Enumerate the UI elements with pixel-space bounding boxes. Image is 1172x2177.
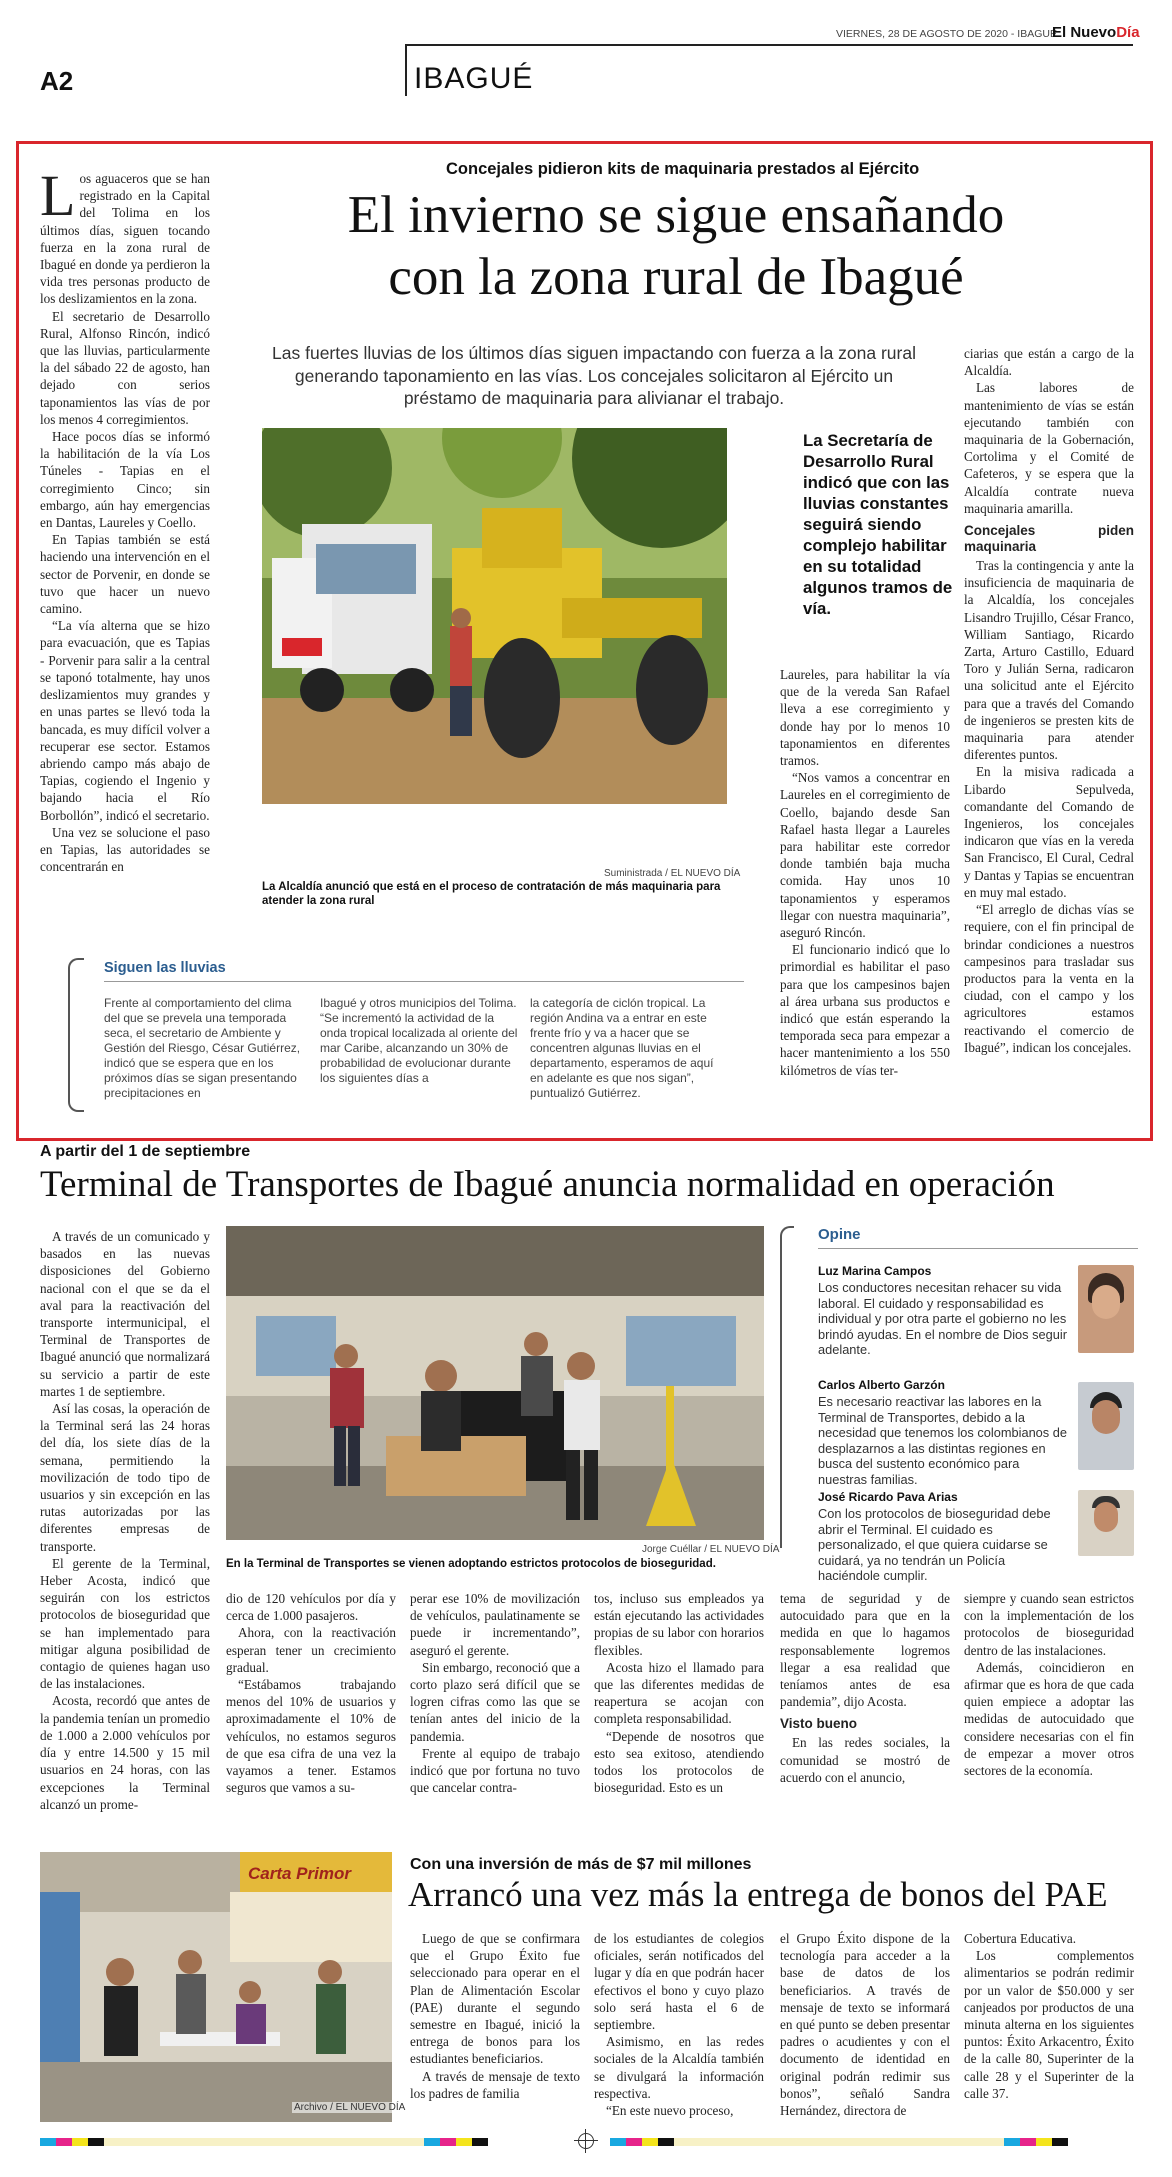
story3-column-4 — [964, 1930, 1134, 2102]
story1-headline — [236, 184, 1116, 308]
opinion-name: José Ricardo Pava Arias — [818, 1490, 958, 1504]
paragraph: Sin embargo, reconoció que a corto plazo será difícil que se logren cifras como las que se tenían antes del inicio de la pandemia. — [410, 1659, 580, 1744]
opinion-item — [818, 1490, 1068, 1584]
opinion-text: Con los protocolos de bioseguridad debe abrir el Terminal. El cuidado es personalizado, el que quiera cuidarse se cuidará, ya no tendrán un Policía haciéndole cumplir. — [818, 1506, 1051, 1583]
avatar-face — [1092, 1285, 1120, 1319]
brand-logo — [1052, 24, 1140, 41]
paragraph: El secretario de Desarrollo Rural, Alfonso Rincón, indicó que las lluvias, particularmente la del sábado 22 de agosto, han dejado con serios taponamientos las vías de por los menos 4 corregimientos. — [40, 308, 210, 427]
color-swatch — [642, 2138, 658, 2146]
header-rule — [405, 44, 1133, 46]
avatar-face — [1094, 1502, 1118, 1532]
avatar-face — [1092, 1400, 1120, 1434]
registration-mark-cross-h — [574, 2140, 598, 2141]
paragraph: siempre y cuando sean estrictos con la implementación de los protocolos de bioseguridad dentro de las instalaciones. — [964, 1591, 1134, 1658]
story2-column-1 — [40, 1228, 210, 1813]
paragraph: En Tapias también se está haciendo una intervención en el sector de Porvenir, en donde se tuvo que hacer un nuevo camino. — [40, 532, 210, 617]
story1-column-1 — [40, 163, 210, 875]
story3-column-3 — [780, 1930, 950, 2119]
color-swatch — [1020, 2138, 1036, 2146]
brand-name-accent: Día — [1116, 24, 1140, 41]
paragraph: de los estudiantes de colegios oficiales, serán notificados del lugar y día en que podrán hacer efectivos el bono y cuyo plazo solo será hasta el 6 de septiembre. — [594, 1931, 764, 2033]
paragraph: Así las cosas, la operación de la Terminal será las 24 horas del día, los siete días de la semana, permitiendo la movilización de todo tipo de usuarios y sin excepción en las rutas autorizadas por las diferentes empresas de transporte. — [40, 1401, 210, 1554]
story3-photo-credit: Archivo / EL NUEVO DÍA — [294, 2102, 406, 2113]
color-swatch — [1004, 2138, 1020, 2146]
color-swatch — [626, 2138, 642, 2146]
registration-mark-cross-v — [585, 2129, 586, 2153]
story1-column-3 — [780, 666, 950, 1079]
sidebar-title-rule — [104, 981, 744, 982]
paragraph: tos, incluso sus empleados ya están ejecutando las actividades propias de su labor con horarios flexibles. — [594, 1591, 764, 1658]
color-swatch — [56, 2138, 72, 2146]
story3-column-2 — [594, 1930, 764, 2119]
paragraph: “Depende de nosotros que esto sea exitoso, atendiendo todos los protocolos de bioseguridad. Esto es un — [594, 1728, 764, 1796]
color-swatch — [658, 2138, 674, 2146]
story3-headline: Arrancó una vez más la entrega de bonos del PAE — [408, 1875, 1108, 1914]
story3-kicker: Con una inversión de más de $7 mil millones — [410, 1856, 752, 1873]
paragraph: “La vía alterna que se hizo para evacuación, que es Tapias - Porvenir para salir a la central se taponó totalmente, hay unos deslizamientos muy grandes y en unas partes se llevó toda la bancada, es muy difícil volver a recuperar ese sector. Estamos abriendo campo más abajo de Tapias, cogiendo el Ingenio y bajando hacia el Río Borbollón”, indicó el secretario. — [40, 618, 210, 823]
opinion-text: Los conductores necesitan rehacer su vida laboral. El cuidado y responsabilidad es individual y por otra parte el gobierno no les brindó ayudas. En el nombre de Dios seguir adelante. — [818, 1280, 1067, 1357]
pae-photo-illustration — [40, 1852, 392, 2122]
registration-mark — [578, 2133, 594, 2149]
color-swatch — [674, 2138, 1004, 2146]
story1-kicker: Concejales pidieron kits de maquinaria prestados al Ejército — [446, 160, 920, 178]
paragraph: Ahora, con la reactivación esperan tener un crecimiento gradual. — [226, 1625, 396, 1675]
paragraph: ciarias que están a cargo de la Alcaldía. — [964, 346, 1134, 379]
story3-column-1 — [410, 1930, 580, 2102]
story1-headline-line2: con la zona rural de Ibagué — [388, 248, 964, 306]
opine-title-rule — [818, 1248, 1138, 1249]
registration-strip-right — [610, 2138, 1134, 2146]
paragraph: Hace pocos días se informó la habilitación de la vía Los Túneles - Tapias en el corregimiento Cinco; sin embargo, aún hay emergencias en Dantas, Laureles y Coello. — [40, 429, 210, 531]
paragraph: En la misiva radicada a Libardo Sepulveda, comandante del Comando de Ingenieros, los concejales indicaron que vías en la vereda San Francisco, El Cural, Cedral y Dantas y Tapias se encuentran en muy mal estado. — [964, 764, 1134, 900]
story2-column-4 — [594, 1590, 764, 1796]
story2-column-2 — [226, 1590, 396, 1796]
pae-photo-sign: Carta Primor — [248, 1864, 351, 1883]
terminal-photo — [226, 1226, 764, 1540]
paragraph: Una vez se solucione el paso en Tapias, las autoridades se concentrarán en — [40, 824, 210, 875]
machinery-photo — [262, 428, 727, 804]
paragraph: os aguaceros que se han registrado en la Capital del Tolima en los últimos días, siguen tocando fuerza en la zona rural de Ibagué en donde ya perdieron la vida tres personas producto de los deslizamientos en la zona. — [40, 171, 210, 307]
story2-kicker: A partir del 1 de septiembre — [40, 1143, 251, 1160]
opine-bracket — [780, 1226, 794, 1548]
story1-column-4 — [964, 345, 1134, 1056]
color-swatch — [1036, 2138, 1052, 2146]
color-swatch — [40, 2138, 56, 2146]
paragraph: Acosta hizo el llamado para que las diferentes medidas de reapertura se acojan con completa responsabilidad. — [594, 1659, 764, 1727]
story2-column-3 — [410, 1590, 580, 1796]
story2-subhead: Visto bueno — [780, 1716, 858, 1732]
sidebar-title: Siguen las lluvias — [104, 960, 226, 976]
opinion-item — [818, 1264, 1068, 1358]
paragraph: Además, coincidieron en afirmar que es hora de que cada quien empiece a adoptar las medidas de autocuidado que considere necesarias con el fin de empezar a mover otros sectores de la economía. — [964, 1659, 1134, 1779]
paragraph: Tras la contingencia y ante la insuficiencia de maquinaria de la Alcaldía, los concejales Lisandro Trujillo, César Franco, William Santiago, Ricardo Zarta, Arturo Castillo, Eduard Toro y Julián Serna, radicaron una solicitud ante el Ejército para que a través del Comando de ingenieros se presten kits de maquinaria para atender diferentes puntos. — [964, 558, 1134, 763]
avatar — [1078, 1265, 1134, 1353]
color-swatch — [610, 2138, 626, 2146]
paragraph: tema de seguridad y de autocuidado para que en la medida en que lo hagamos responsablemente logremos llegar a esa realidad que teníamos antes de esa pandemia”, dijo Acosta. — [780, 1591, 950, 1710]
paragraph: Laureles, para habilitar la vía que de la vereda San Rafael lleva a ese corregimiento y donde hay por lo menos 10 taponamientos en diferentes tramos. — [780, 667, 950, 769]
story2-photo-caption: En la Terminal de Transportes se vienen adoptando estrictos protocolos de bioseguridad. — [226, 1558, 716, 1570]
section-name: IBAGUÉ — [414, 62, 534, 95]
story1-photo-caption: La Alcaldía anunció que está en el proceso de contratación de más maquinaria para atender la zona rural — [262, 881, 721, 907]
paragraph: Acosta, recordó que antes de la pandemia tenían un promedio de 1.000 a 2.000 vehículos por día y entre 14.500 y 15 mil usuarios en 24 horas, con las excepciones la Terminal alcanzó un prome- — [40, 1693, 210, 1812]
paragraph: Luego de que se confirmara que el Grupo Éxito fue seleccionado para operar en el Plan de Alimentación Escolar (PAE) durante el segundo semestre en Ibagué, inició la entrega de bonos para los estudiantes beneficiarios. — [410, 1931, 580, 2067]
paragraph: “Estábamos trabajando menos del 10% de usuarios y aproximadamente el 10% de vehículos, no estamos seguros de que esa cifra de una vez la vayamos a tener. Estamos seguros que vamos a su- — [226, 1677, 396, 1796]
opinion-name: Luz Marina Campos — [818, 1264, 932, 1278]
color-swatch — [472, 2138, 488, 2146]
paragraph: perar ese 10% de movilización de vehículos, paulatinamente se puede ir incrementando”, aseguró el gerente. — [410, 1591, 580, 1658]
sidebar-column-2: Ibagué y otros municipios del Tolima. “Se incrementó la actividad de la onda tropical localizada al oriente del mar Caribe, alcanzando un 30% de probabilidad de evolucionar durante los siguientes días a — [320, 996, 518, 1085]
page-number: A2 — [40, 66, 74, 96]
opinion-name: Carlos Alberto Garzón — [818, 1378, 945, 1392]
sidebar-column-3: la categoría de ciclón tropical. La región Andina va a entrar en este frente frío y va a hacer que se concentren algunas lluvias en el departamento, esperamos de aquí en adelante es que nos sigan”, puntualizó Gutiérrez. — [530, 996, 714, 1100]
paragraph: “El arreglo de dichas vías se requiere, con el fin principal de brindar condiciones a nuestros campesinos para trasladar sus productos para la venta en la ciudad, con el campo y los agricultores estamos reactivando el comercio de Ibagué”, indican los concejales. — [964, 902, 1134, 1055]
opine-title: Opine — [818, 1226, 861, 1243]
opinion-item — [818, 1378, 1068, 1487]
color-swatch — [440, 2138, 456, 2146]
avatar — [1078, 1382, 1134, 1470]
story2-column-6 — [964, 1590, 1134, 1779]
terminal-photo-illustration — [226, 1226, 764, 1540]
opinion-text: Es necesario reactivar las labores en la Terminal de Transportes, debido a la necesidad que tenemos los colombianos de desplazarnos a las distintas regiones en busca del sustento económico para nuestras familias. — [818, 1394, 1067, 1487]
color-swatch — [72, 2138, 88, 2146]
color-swatch — [1052, 2138, 1068, 2146]
story1-pullquote: La Secretaría de Desarrollo Rural indicó que con las lluvias constantes seguirá siendo complejo habilitar en su totalidad algunos tramos de vía. — [803, 431, 953, 618]
header-date: VIERNES, 28 DE AGOSTO DE 2020 - IBAGUÉ — [836, 28, 1057, 40]
story2-photo-credit: Jorge Cuéllar / EL NUEVO DÍA — [642, 1544, 780, 1555]
story1-dropcap: L — [40, 163, 76, 228]
pae-photo — [40, 1852, 392, 2122]
section-divider — [405, 44, 407, 96]
color-swatch — [456, 2138, 472, 2146]
color-swatch — [104, 2138, 424, 2146]
paragraph: A través de mensaje de texto los padres de familia — [410, 2068, 580, 2101]
paragraph: “En este nuevo proceso, — [606, 2103, 734, 2119]
paragraph: En las redes sociales, la comunidad se mostró de acuerdo con el anuncio, — [780, 1735, 950, 1785]
paragraph: El gerente de la Terminal, Heber Acosta, indicó que seguirán con los estrictos protocolos de bioseguridad que se han implementado para mitigar alguna posibilidad de contagio de quienes hagan uso de las instalaciones. — [40, 1555, 210, 1692]
story2-headline: Terminal de Transportes de Ibagué anuncia normalidad en operación — [40, 1164, 1055, 1205]
paragraph: A través de un comunicado y basados en las nuevas disposiciones del Gobierno nacional con el que se da el aval para la reactivación del transporte intermunicipal, el Terminal de Transportes de Ibagué anunció que normalizará su servicio a partir de este martes 1 de septiembre. — [40, 1229, 210, 1399]
color-swatch — [88, 2138, 104, 2146]
story2-column-5 — [780, 1590, 950, 1786]
paragraph: El funcionario indicó que lo primordial es habilitar el paso para que los campesinos bajen al área urbana sus productos e indicó que están esperando la temporada seca para empezar a hacer mantenimiento a los 550 kilómetros de vías ter- — [780, 942, 950, 1078]
paragraph: el Grupo Éxito dispone de la tecnología para acceder a la base de datos de los beneficiarios. A través de mensaje de texto se informará en qué punto se deben presentar padres o acudientes y con el documento de identidad en original podrán redimir sus bonos”, señaló Sandra Hernández, directora de — [780, 1931, 950, 2119]
paragraph: Cobertura Educativa. — [964, 1931, 1077, 1946]
story1-headline-line1: El invierno se sigue ensañando — [347, 186, 1005, 244]
paragraph: Los complementos alimentarios se podrán redimir por un valor de $50.000 y ser canjeados por productos de una minuta alterna en los siguientes puntos: Éxito Arkacentro, Éxito de la calle 80, Superinter de la calle 28 y el Superinter de la calle 37. — [964, 1948, 1134, 2101]
paragraph: Asimismo, en las redes sociales de la Alcaldía también se divulgará la información respectiva. — [594, 2034, 764, 2101]
sidebar-column-1: Frente al comportamiento del clima del que se prevela una temporada seca, el secretario de Ambiente y Gestión del Riesgo, César Gutiérrez, indicó que se espera que en los próximos días se sigan presentando precipitaciones en — [104, 996, 301, 1100]
paragraph: Las labores de mantenimiento de vías se están ejecutando también con maquinaria de la Gobernación, Cortolima y el Comité de Cafeteros, y se espera que la Alcaldía contrate nueva maquinaria amarilla. — [964, 380, 1134, 516]
paragraph: “Nos vamos a concentrar en Laureles en el corregimiento de Coello, bajando desde San Rafael hasta llegar a Laureles para habilitar este corredor donde también baja mucha comida. Hay unos 10 taponamientos y esperamos llegar con nuestra maquinaria”, aseguró Rincón. — [780, 770, 950, 941]
avatar — [1078, 1490, 1134, 1556]
color-swatch — [424, 2138, 440, 2146]
brand-name: El Nuevo — [1052, 24, 1117, 41]
paragraph: Frente al equipo de trabajo indicó que por fortuna no tuvo que cancelar contra- — [410, 1745, 580, 1796]
sidebar-bracket — [68, 958, 84, 1112]
paragraph: dio de 120 vehículos por día y cerca de 1.000 pasajeros. — [226, 1591, 396, 1624]
story1-lead: Las fuertes lluvias de los últimos días siguen impactando con fuerza a la zona rural generando taponamiento en las vías. Los concejales solicitaron al Ejército un préstamo de maquinaria para alivianar el trabajo. — [272, 343, 916, 408]
registration-strip-left — [40, 2138, 560, 2146]
machinery-photo-illustration — [262, 428, 727, 804]
story1-photo-credit: Suministrada / EL NUEVO DÍA — [604, 868, 741, 879]
story1-subhead: Concejales piden maquinaria — [964, 523, 1134, 555]
